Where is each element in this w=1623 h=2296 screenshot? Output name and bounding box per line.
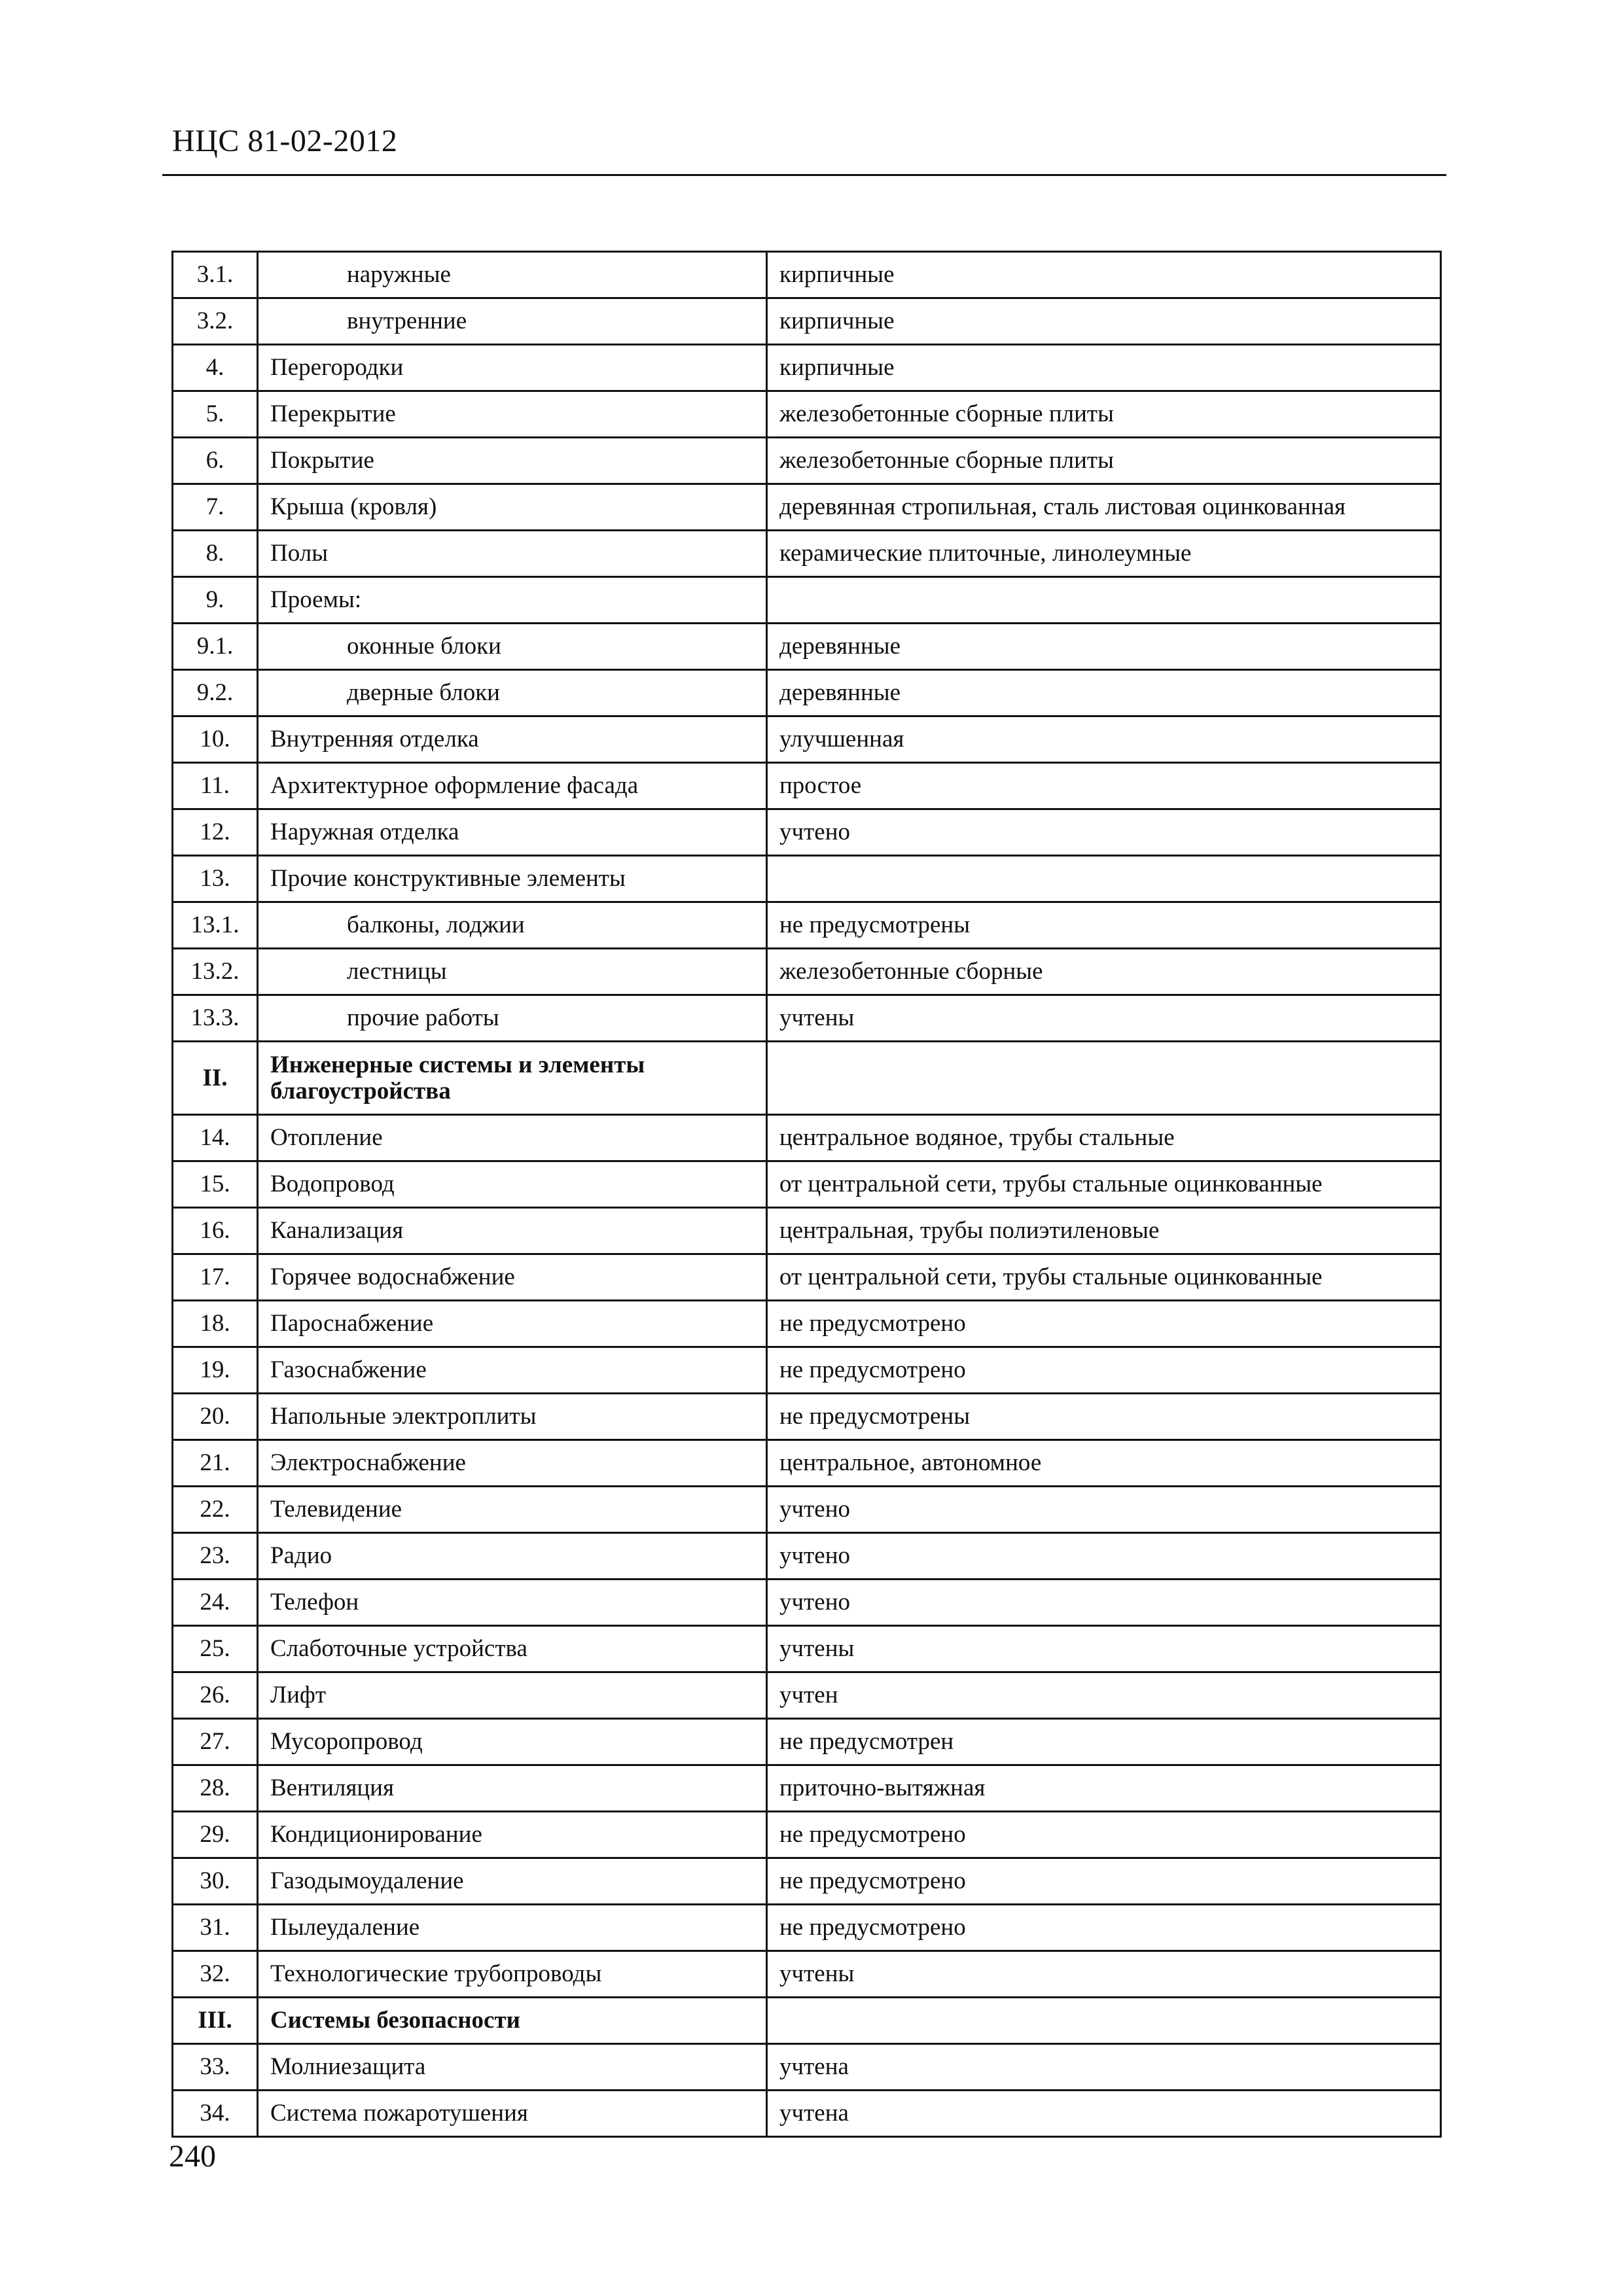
row-number: 10. (173, 716, 258, 763)
element-name: Технологические трубопроводы (258, 1951, 767, 1998)
row-number: 5. (173, 391, 258, 438)
row-number: 27. (173, 1719, 258, 1765)
element-name: Лифт (258, 1672, 767, 1719)
element-name: Вентиляция (258, 1765, 767, 1812)
element-value: керамические плиточные, линолеумные (767, 531, 1441, 577)
element-name: балконы, лоджии (258, 902, 767, 949)
page-header-title: НЦС 81-02-2012 (172, 124, 398, 158)
table-row (173, 2044, 1441, 2091)
element-value: учтено (767, 1487, 1441, 1533)
element-value: не предусмотрено (767, 1301, 1441, 1347)
row-number: 14. (173, 1115, 258, 1161)
element-name: прочие работы (258, 995, 767, 1042)
table-row (173, 1533, 1441, 1580)
element-value: железобетонные сборные (767, 949, 1441, 995)
element-value: центральное водяное, трубы стальные (767, 1115, 1441, 1161)
table-row (173, 484, 1441, 531)
table-row (173, 1487, 1441, 1533)
element-value: деревянные (767, 624, 1441, 670)
row-number: 33. (173, 2044, 258, 2091)
row-number: 24. (173, 1580, 258, 1626)
element-value: кирпичные (767, 252, 1441, 298)
table-row (173, 1440, 1441, 1487)
element-value: учтены (767, 1626, 1441, 1672)
element-value: не предусмотрено (767, 1812, 1441, 1858)
row-number: 13. (173, 856, 258, 902)
element-value: деревянная стропильная, сталь листовая оцинкованная (767, 484, 1441, 531)
element-name: Слаботочные устройства (258, 1626, 767, 1672)
element-value: не предусмотрено (767, 1905, 1441, 1951)
element-name: наружные (258, 252, 767, 298)
table-row (173, 1254, 1441, 1301)
element-name: внутренние (258, 298, 767, 345)
element-name: оконные блоки (258, 624, 767, 670)
row-number: 4. (173, 345, 258, 391)
element-value: железобетонные сборные плиты (767, 438, 1441, 484)
element-name: Канализация (258, 1208, 767, 1254)
element-value: учтены (767, 995, 1441, 1042)
element-name: Архитектурное оформление фасада (258, 763, 767, 809)
element-name: Отопление (258, 1115, 767, 1161)
row-number: 25. (173, 1626, 258, 1672)
row-number: 30. (173, 1858, 258, 1905)
element-name: дверные блоки (258, 670, 767, 716)
element-name: Крыша (кровля) (258, 484, 767, 531)
element-name: Покрытие (258, 438, 767, 484)
row-number: 23. (173, 1533, 258, 1580)
element-name: Телевидение (258, 1487, 767, 1533)
table-row (173, 1161, 1441, 1208)
row-number: 18. (173, 1301, 258, 1347)
row-number: 13.1. (173, 902, 258, 949)
element-value: центральная, трубы полиэтиленовые (767, 1208, 1441, 1254)
row-number: 21. (173, 1440, 258, 1487)
element-value: от центральной сети, трубы стальные оцинкованные (767, 1161, 1441, 1208)
row-number: 31. (173, 1905, 258, 1951)
element-value: учтена (767, 2091, 1441, 2137)
element-name: лестницы (258, 949, 767, 995)
element-value: учтено (767, 1580, 1441, 1626)
table-row (173, 763, 1441, 809)
table-row (173, 1580, 1441, 1626)
table-row (173, 298, 1441, 345)
element-name: Горячее водоснабжение (258, 1254, 767, 1301)
table-row (173, 391, 1441, 438)
row-number: 26. (173, 1672, 258, 1719)
table-row (173, 809, 1441, 856)
table-row (173, 716, 1441, 763)
table-row (173, 1394, 1441, 1440)
row-number: II. (173, 1042, 258, 1115)
element-value (767, 1042, 1441, 1115)
row-number: 13.3. (173, 995, 258, 1042)
row-number: 22. (173, 1487, 258, 1533)
table-row (173, 1812, 1441, 1858)
table-row (173, 1347, 1441, 1394)
row-number: 8. (173, 531, 258, 577)
table-row (173, 949, 1441, 995)
table-row (173, 1672, 1441, 1719)
table-row (173, 577, 1441, 624)
row-number: 20. (173, 1394, 258, 1440)
table-row (173, 345, 1441, 391)
element-value: не предусмотрены (767, 1394, 1441, 1440)
table-row (173, 1719, 1441, 1765)
row-number: III. (173, 1998, 258, 2044)
element-value: не предусмотрен (767, 1719, 1441, 1765)
element-value: не предусмотрено (767, 1347, 1441, 1394)
table-row (173, 1765, 1441, 1812)
row-number: 16. (173, 1208, 258, 1254)
row-number: 11. (173, 763, 258, 809)
element-value: учтено (767, 1533, 1441, 1580)
table-row (173, 1208, 1441, 1254)
element-name: Напольные электроплиты (258, 1394, 767, 1440)
row-number: 32. (173, 1951, 258, 1998)
row-number: 13.2. (173, 949, 258, 995)
element-name: Газоснабжение (258, 1347, 767, 1394)
element-value (767, 856, 1441, 902)
element-value: приточно-вытяжная (767, 1765, 1441, 1812)
element-value: кирпичные (767, 345, 1441, 391)
element-name: Телефон (258, 1580, 767, 1626)
element-name: Радио (258, 1533, 767, 1580)
element-name: Газодымоудаление (258, 1858, 767, 1905)
element-name: Полы (258, 531, 767, 577)
element-value: кирпичные (767, 298, 1441, 345)
element-value: от центральной сети, трубы стальные оцинкованные (767, 1254, 1441, 1301)
element-value: не предусмотрено (767, 1858, 1441, 1905)
row-number: 15. (173, 1161, 258, 1208)
table-row (173, 1626, 1441, 1672)
table-row (173, 624, 1441, 670)
element-name: Мусоропровод (258, 1719, 767, 1765)
table-row (173, 1951, 1441, 1998)
table-row (173, 252, 1441, 298)
element-name: Электроснабжение (258, 1440, 767, 1487)
row-number: 29. (173, 1812, 258, 1858)
table-row (173, 2091, 1441, 2137)
element-name: Наружная отделка (258, 809, 767, 856)
table-row (173, 1998, 1441, 2044)
element-name: Перегородки (258, 345, 767, 391)
table-row (173, 1115, 1441, 1161)
row-number: 34. (173, 2091, 258, 2137)
section-heading: Инженерные системы и элементы благоустройства (258, 1042, 767, 1115)
table-row (173, 1301, 1441, 1347)
row-number: 9.2. (173, 670, 258, 716)
row-number: 19. (173, 1347, 258, 1394)
element-value: простое (767, 763, 1441, 809)
element-name: Прочие конструктивные элементы (258, 856, 767, 902)
element-value (767, 577, 1441, 624)
element-value: центральное, автономное (767, 1440, 1441, 1487)
element-value: учтены (767, 1951, 1441, 1998)
specification-table (171, 251, 1442, 2138)
element-name: Внутренняя отделка (258, 716, 767, 763)
element-name: Пароснабжение (258, 1301, 767, 1347)
section-heading: Системы безопасности (258, 1998, 767, 2044)
row-number: 3.1. (173, 252, 258, 298)
table-row (173, 1858, 1441, 1905)
row-number: 9.1. (173, 624, 258, 670)
table-row (173, 1905, 1441, 1951)
element-value: железобетонные сборные плиты (767, 391, 1441, 438)
row-number: 12. (173, 809, 258, 856)
row-number: 6. (173, 438, 258, 484)
element-value: деревянные (767, 670, 1441, 716)
element-name: Перекрытие (258, 391, 767, 438)
element-value: учтено (767, 809, 1441, 856)
table-row (173, 1042, 1441, 1115)
row-number: 17. (173, 1254, 258, 1301)
table-row (173, 670, 1441, 716)
table-row (173, 438, 1441, 484)
row-number: 28. (173, 1765, 258, 1812)
element-value: учтен (767, 1672, 1441, 1719)
element-value: учтена (767, 2044, 1441, 2091)
table-row (173, 856, 1441, 902)
table-row (173, 995, 1441, 1042)
page-number: 240 (169, 2139, 216, 2174)
element-name: Пылеудаление (258, 1905, 767, 1951)
element-name: Молниезащита (258, 2044, 767, 2091)
row-number: 9. (173, 577, 258, 624)
element-name: Водопровод (258, 1161, 767, 1208)
element-value (767, 1998, 1441, 2044)
table-row (173, 902, 1441, 949)
element-name: Кондиционирование (258, 1812, 767, 1858)
element-name: Система пожаротушения (258, 2091, 767, 2137)
row-number: 7. (173, 484, 258, 531)
table-row (173, 531, 1441, 577)
element-value: не предусмотрены (767, 902, 1441, 949)
row-number: 3.2. (173, 298, 258, 345)
header-rule (162, 174, 1446, 176)
element-name: Проемы: (258, 577, 767, 624)
element-value: улучшенная (767, 716, 1441, 763)
